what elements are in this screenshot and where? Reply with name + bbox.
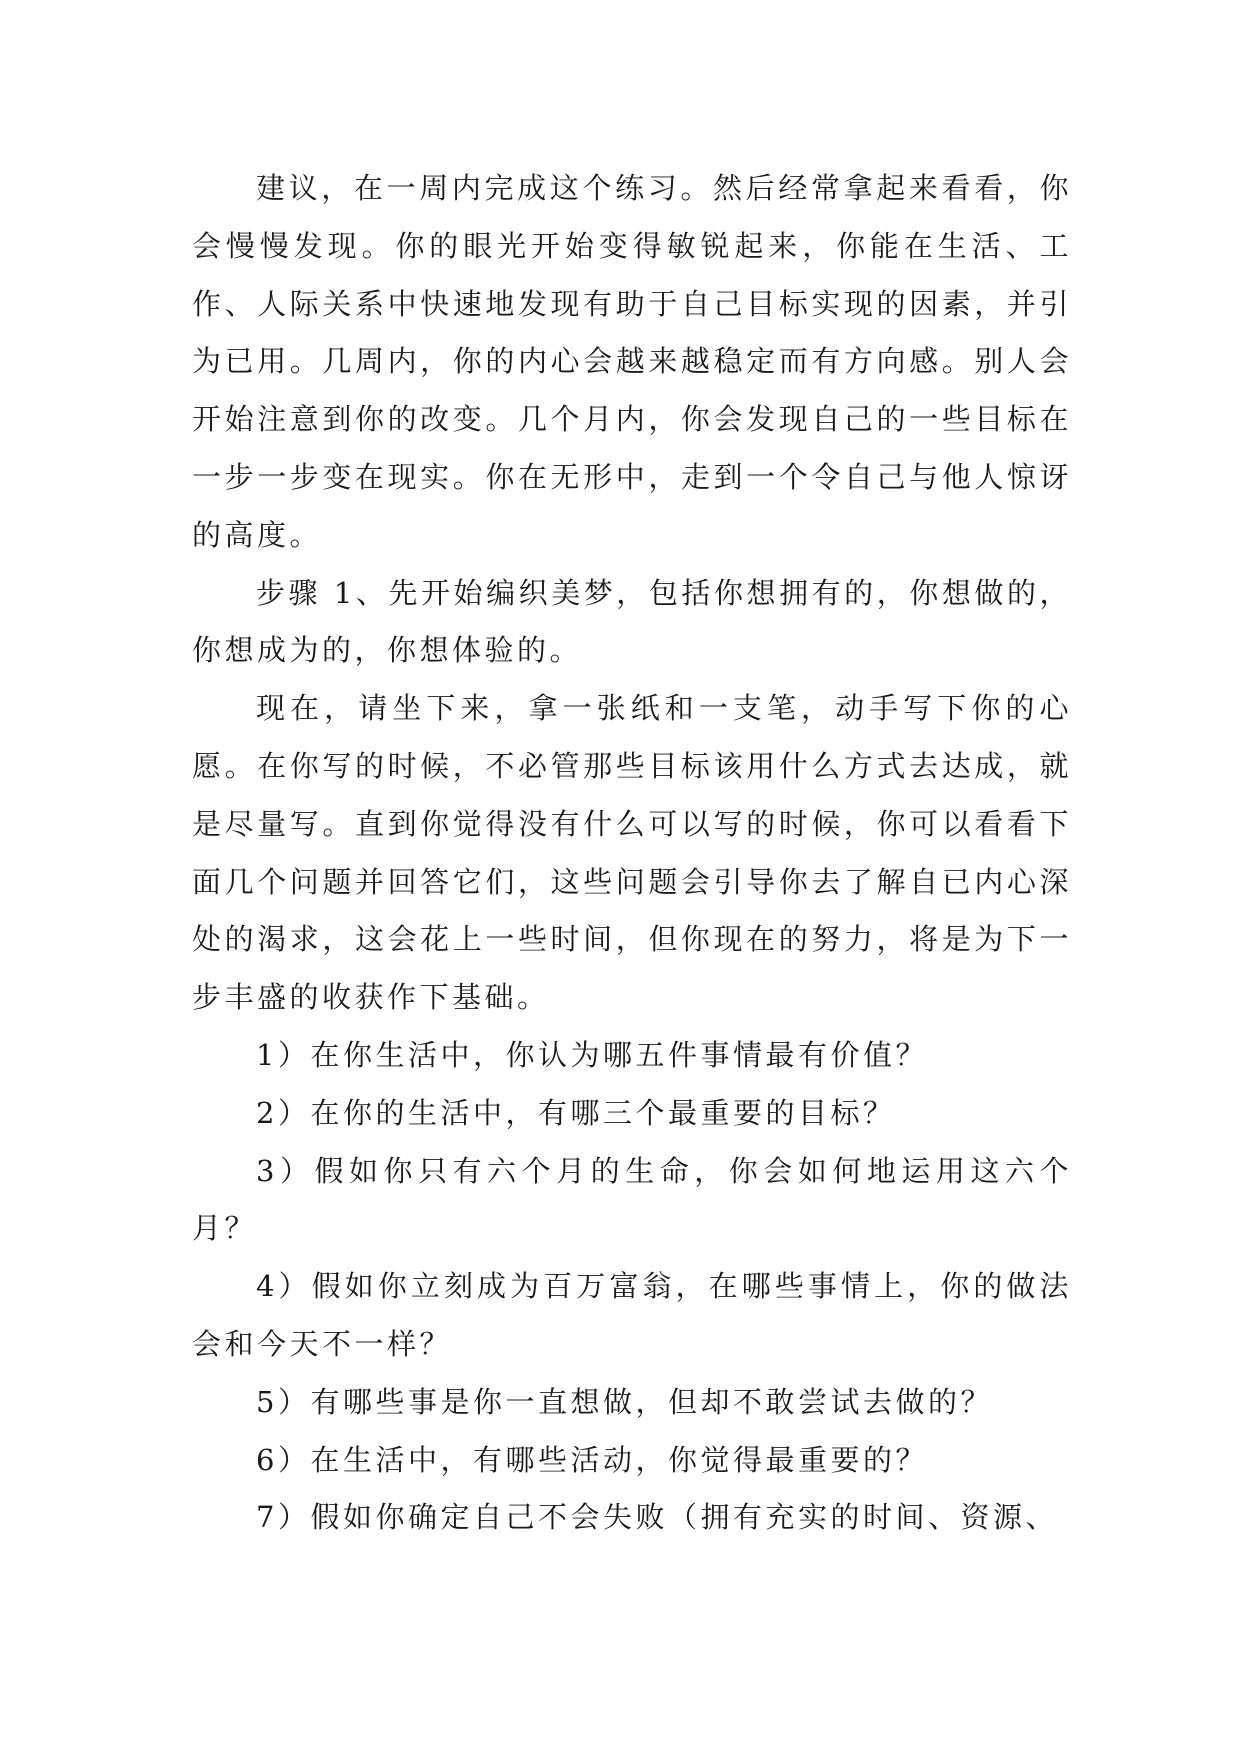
question-2: 2）在你的生活中，有哪三个最重要的目标？ [256, 1095, 896, 1130]
question-3: 3）假如你只有六个月的生命，你会如何地运用这六个月？ [192, 1153, 1072, 1246]
paragraph-step-1: 步骤 1、先开始编织美梦，包括你想拥有的，你想做的，你想成为的，你想体验的。 [192, 575, 1072, 668]
question-6: 6）在生活中，有哪些活动，你觉得最重要的？ [256, 1442, 928, 1477]
document-body [192, 160, 1072, 1547]
paragraph-instructions: 现在，请坐下来，拿一张纸和一支笔，动手写下你的心愿。在你写的时候，不必管那些目标该用什么方式去达成，就是尽量写。直到你觉得没有什么可以写的时候，你可以看看下面几个问题并回答它们，这些问题会引导你去了解自已内心深处的渴求，这会花上一些时间，但你现在的努力，将是为下一步丰盛的收获作下基础。 [192, 691, 1072, 1015]
question-1: 1）在你生活中，你认为哪五件事情最有价值？ [256, 1037, 928, 1072]
question-4: 4）假如你立刻成为百万富翁，在哪些事情上，你的做法会和今天不一样？ [192, 1269, 1072, 1361]
question-7: 7）假如你确定自己不会失败（拥有充实的时间、资源、 [256, 1500, 1058, 1535]
paragraph-intro: 建议，在一周内完成这个练习。然后经常拿起来看看，你会慢慢发现。你的眼光开始变得敏锐起来，你能在生活、工作、人际关系中快速地发现有助于自己目标实现的因素，并引为已用。几周内，你的内心会越来越稳定而有方向感。别人会开始注意到你的改变。几个月内，你会发现自己的一些目标在一步一步变在现实。你在无形中，走到一个令自己与他人惊讶的高度。 [192, 171, 1072, 552]
question-5: 5）有哪些事是你一直想做，但却不敢尝试去做的？ [256, 1384, 993, 1419]
